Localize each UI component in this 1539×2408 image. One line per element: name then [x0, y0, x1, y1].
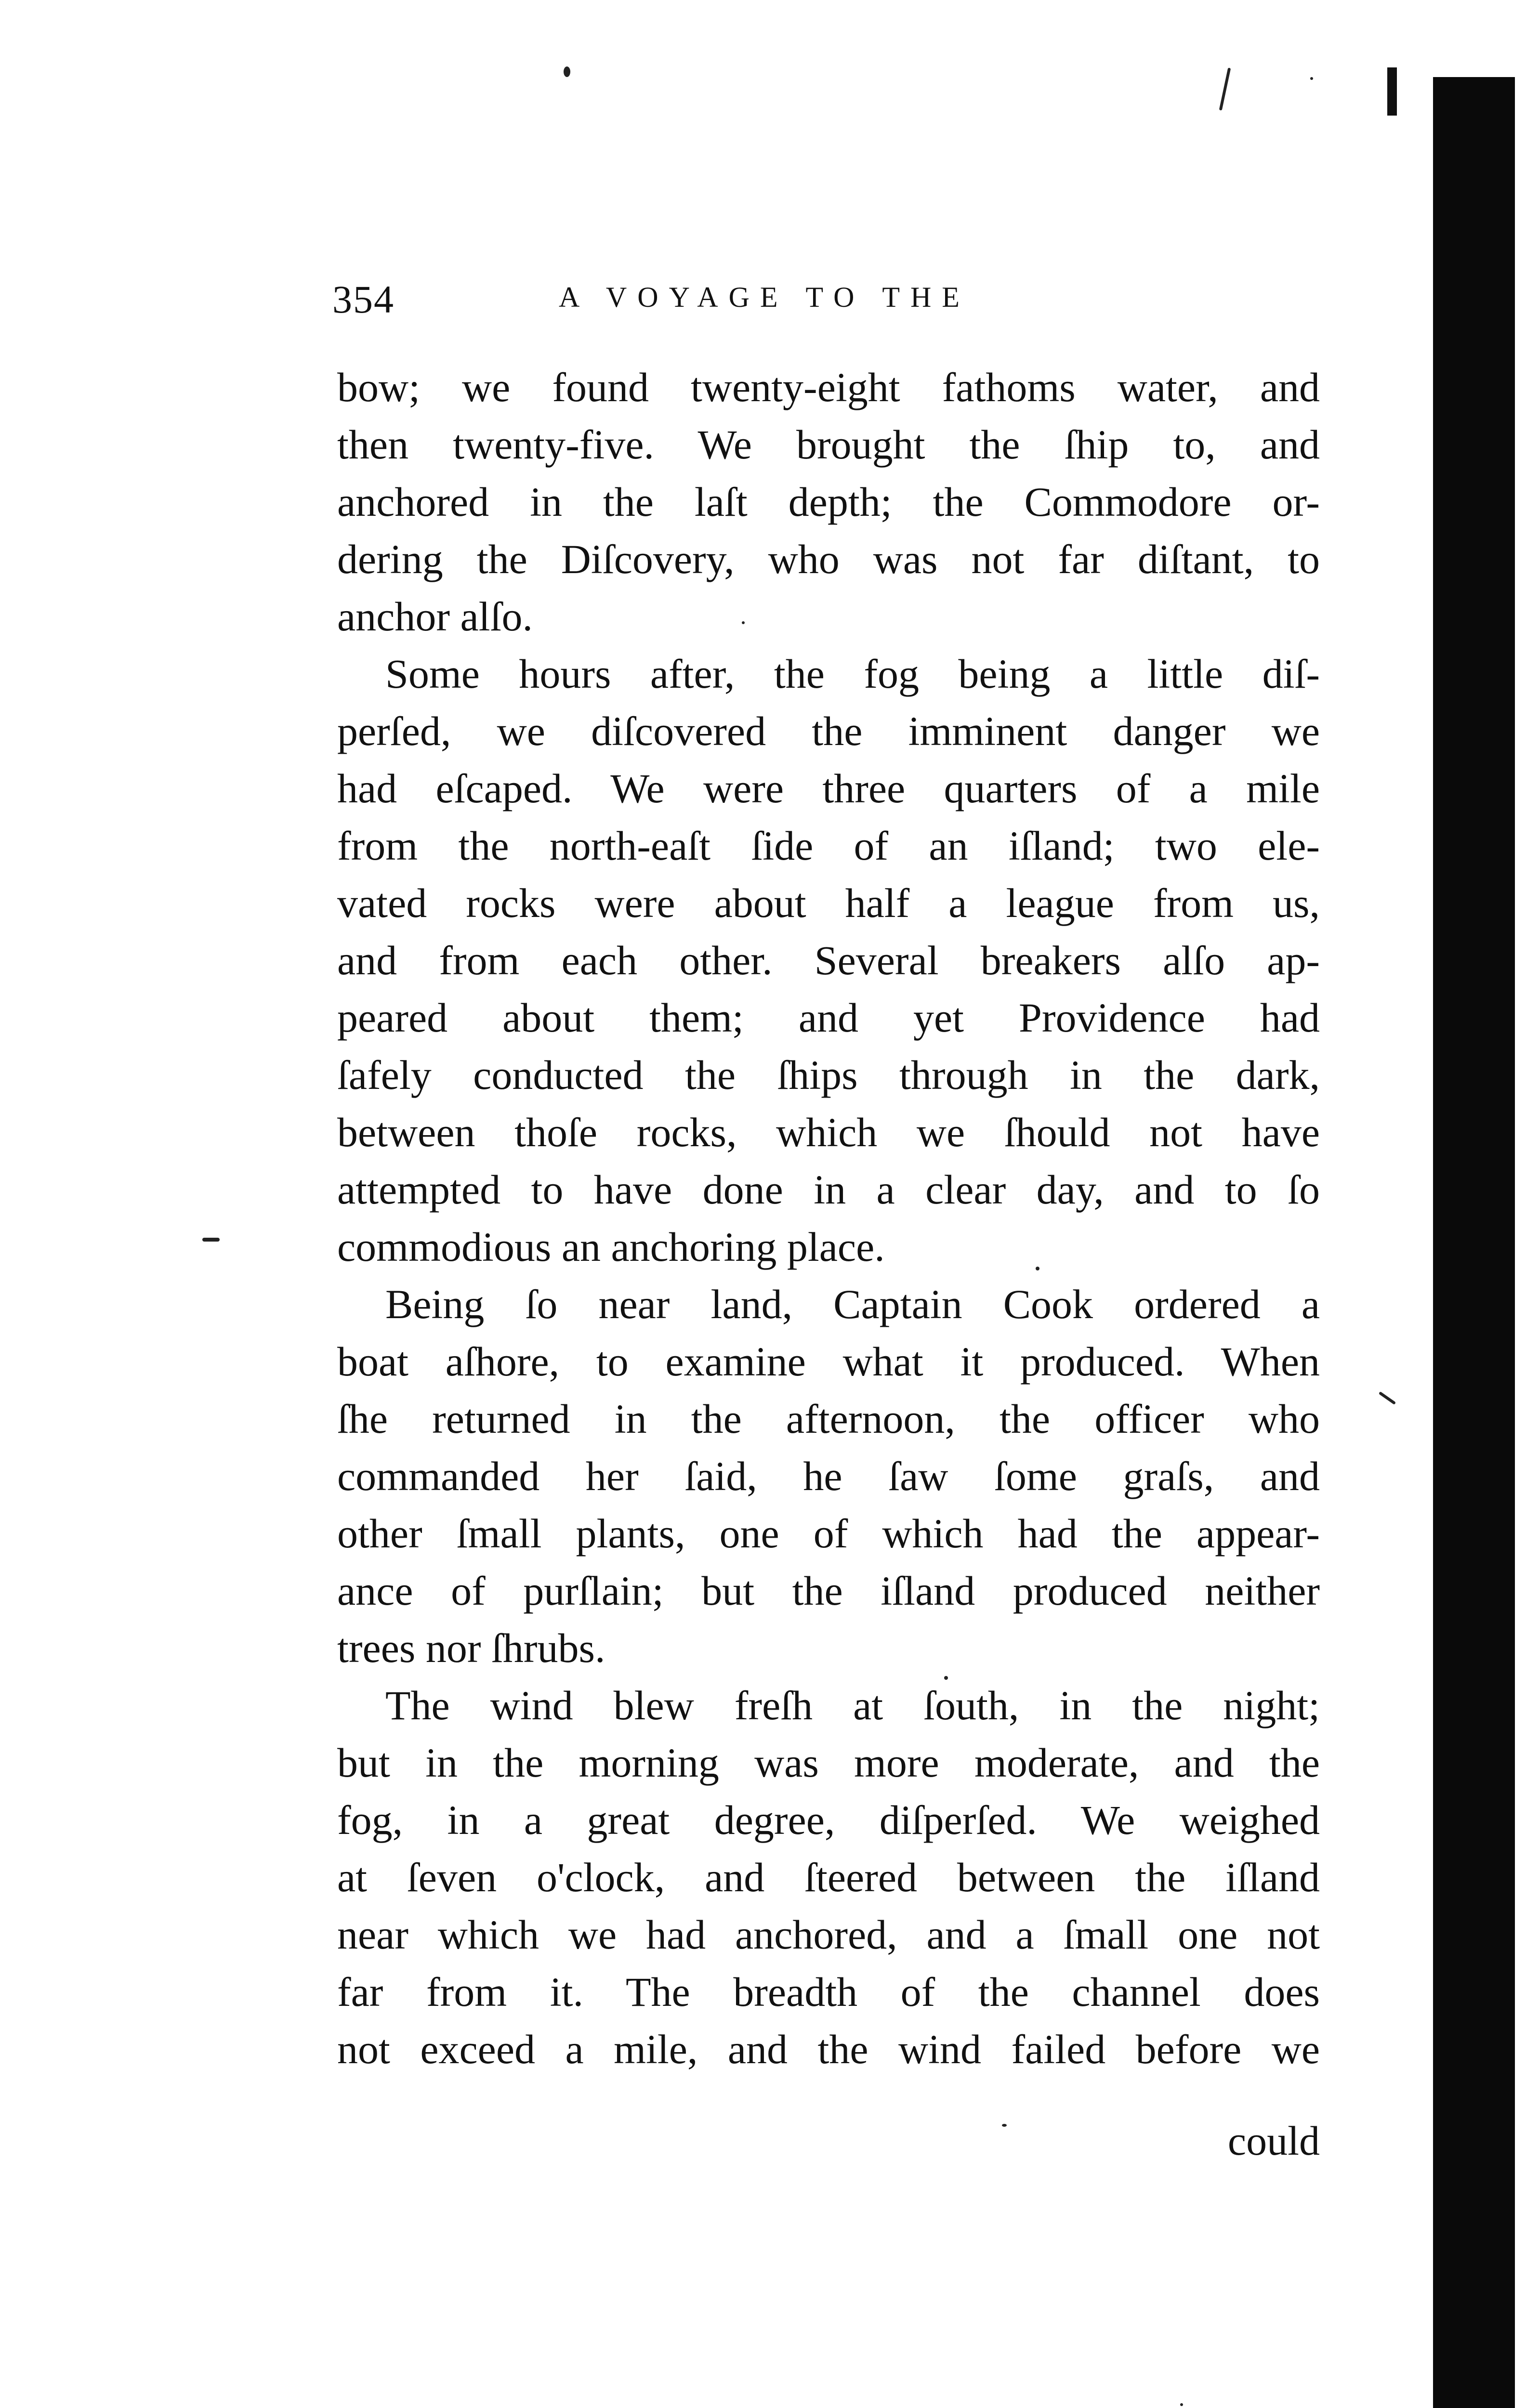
text-line: ſhe returned in the afternoon, the officer who	[337, 1396, 1320, 1442]
scan-speck	[944, 1676, 948, 1680]
text-line: bow; we found twenty-eight fathoms water, and	[337, 364, 1320, 410]
text-line: between thoſe rocks, which we ſhould not have	[337, 1109, 1320, 1155]
text-line: The wind blew freſh at ſouth, in the night;	[385, 1682, 1320, 1728]
text-line: but in the morning was more moderate, and the	[337, 1740, 1320, 1786]
scan-speck	[742, 621, 745, 624]
scan-speck	[1180, 2403, 1183, 2406]
paragraph	[337, 645, 1320, 1276]
text-line: vated rocks were about half a league from us,	[337, 880, 1320, 926]
text-line: boat aſhore, to examine what it produced. When	[337, 1338, 1320, 1385]
text-line: dering the Diſcovery, who was not far diſtant, to	[337, 536, 1320, 582]
body-text	[337, 359, 1320, 2078]
page-binding-edge	[1433, 77, 1515, 2408]
scan-speck	[1219, 67, 1231, 110]
text-line: at ſeven o'clock, and ſteered between the iſland	[337, 1854, 1320, 1900]
text-line: other ſmall plants, one of which had the appear-	[337, 1510, 1320, 1557]
scan-speck	[1036, 1267, 1039, 1270]
text-line: perſed, we diſcovered the imminent danger we	[337, 708, 1320, 754]
scan-speck	[202, 1238, 220, 1242]
text-line: attempted to have done in a clear day, and to ſo	[337, 1166, 1320, 1213]
text-line: ance of purſlain; but the iſland produced neither	[337, 1568, 1320, 1614]
paragraph	[337, 1677, 1320, 2078]
text-line: Some hours after, the fog being a little diſ-	[385, 651, 1320, 697]
running-head: A VOYAGE TO THE	[559, 281, 970, 313]
text-line: trees nor ſhrubs.	[337, 1625, 605, 1671]
page-edge-mark	[1387, 67, 1397, 116]
text-line: fog, in a great degree, diſperſed. We weighed	[337, 1797, 1320, 1843]
page-header	[332, 277, 1055, 320]
paragraph	[337, 359, 1320, 645]
text-line: near which we had anchored, and a ſmall one not	[337, 1911, 1320, 1958]
scan-speck	[564, 66, 570, 77]
text-line: ſafely conducted the ſhips through in the dark,	[337, 1052, 1320, 1098]
catchword: could	[1227, 2118, 1320, 2164]
text-line: had eſcaped. We were three quarters of a mile	[337, 765, 1320, 811]
text-line: peared about them; and yet Providence had	[337, 995, 1320, 1041]
page-number: 354	[332, 277, 395, 321]
text-line: then twenty-five. We brought the ſhip to, and	[337, 421, 1320, 468]
scan-speck	[1002, 2124, 1007, 2127]
text-line: and from each other. Several breakers alſo ap-	[337, 937, 1320, 983]
text-line: far from it. The breadth of the channel does	[337, 1969, 1320, 2015]
text-line: from the north-eaſt ſide of an iſland; two ele-	[337, 823, 1320, 869]
text-line: not exceed a mile, and the wind failed before we	[337, 2026, 1320, 2072]
scan-speck	[1310, 77, 1313, 80]
scan-speck	[1379, 1391, 1396, 1405]
text-line: anchored in the laſt depth; the Commodore or-	[337, 479, 1320, 525]
text-line: anchor alſo.	[337, 593, 533, 640]
text-line: commanded her ſaid, he ſaw ſome graſs, and	[337, 1453, 1320, 1499]
text-line: commodious an anchoring place.	[337, 1224, 885, 1270]
paragraph	[337, 1276, 1320, 1677]
text-line: Being ſo near land, Captain Cook ordered a	[385, 1281, 1320, 1327]
